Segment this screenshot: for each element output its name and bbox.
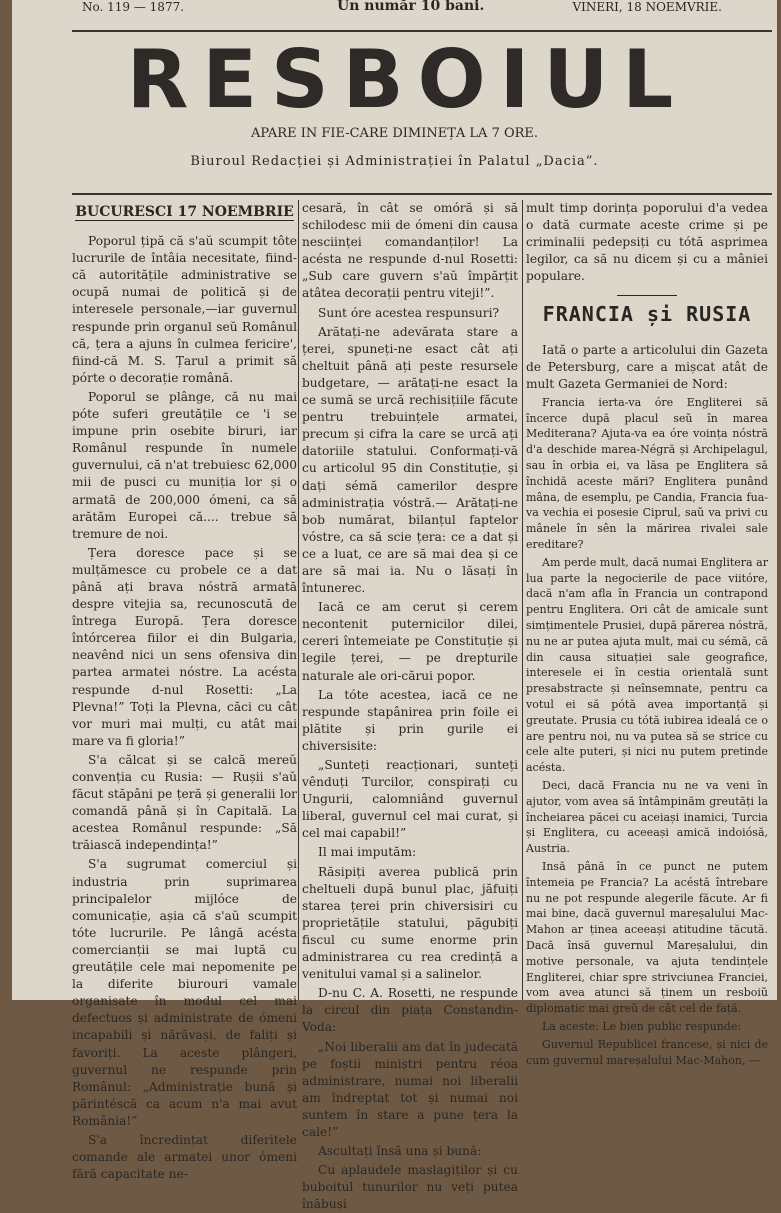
office-address: Biuroul Redacției și Administrației în Palatul „Dacia”.	[190, 154, 599, 169]
paragraph: Ascultați însă una și bună:	[318, 1144, 482, 1159]
paragraph: La aceste: Le bien public respunde:	[542, 1019, 742, 1033]
header-rule-bottom	[72, 193, 772, 195]
paragraph: Il mai imputăm:	[318, 845, 417, 860]
paragraph: Francia ierta-va óre Engliterei să încerce după placul seŭ în marea Mediterana? Ajuta-va ea óre voința nóstră d'a deschide marea-Négră și Archipelagul, sau în orbia ei, va lăsa pe Engliterа să închidă aceste mări? Engliterа punând mâna, de esemplu, pe Candia, Francia fua-va vechia ei posesie Ciprul, saŭ va privi cu mânele în sên la mărirea rivalei sale ereditare?	[526, 395, 768, 552]
header-top-line	[82, 0, 722, 16]
newspaper-page	[12, 0, 777, 1212]
column-2	[302, 200, 518, 1212]
paragraph: Iacă ce am cerut și cerem necontenit puternicilor dilei, cereri întemeiate pe Constituție și legile țerei, — pe drepturile naturale ale ori-cărui popor.	[302, 600, 518, 683]
issue-date: VINERI, 18 NOEMVRIE.	[572, 0, 722, 14]
issue-number: No. 119 — 1877.	[82, 0, 185, 14]
paragraph: Arătați-ne adevărata stare a țerei, spuneți-ne esact cât ați cheltuit până ați peste resursele budgetare, — arătați-ne esact la ce sumă se urcă rechisițiile făcute pentru trebuințele armatei, precum și cifra la care se urcă ați datoriile statului. Conformați-vă cu articolul 95 din Constituție, și dați sémă camerilor despre administrația vóstră.— Arătați-ne bob numărat, bilanțul faptelor vóstre, ca să scie țera: ce a dat și ce a luat, ce are să mai dea și ce are să mai ia. Nu o lăsați în întunerec.	[302, 324, 518, 596]
column-1-heading: BUCURESCI 17 NOEMBRIE	[75, 204, 294, 220]
paragraph: Guvernul Republicei francese, și nici de cum guvernul mareșalului Mac-Mahon, —	[526, 1037, 768, 1067]
paragraph: D-nu C. A. Rosetti, ne respunde la circul din piața Constandin-Voda:	[302, 986, 518, 1035]
paragraph: Poporul se plânge, că nu mai póte suferi greutățile ce 'i se impune prin osebite biruri, iar Românul respunde în numele guvernului, că n'at trebuiesc 62,000 mii de pusci cu muniția lor și o armată de 200,000 ómeni, ca să arătăm Europei că.... trebue să tremure de noi.	[72, 389, 297, 541]
section-divider	[617, 295, 677, 296]
paragraph: Țera doresce pace și se mulțămesce cu probele ce a dat până ați brava nóstră armată despre vitejia sa, recunoscută de întrega Europă. Țera doresce întórcerea fiilor ei din Bulgaria, neavênd nici un sens ofensiva din partea armatei nóstre. La acésta respunde d-nul Rosetti: „La Plevna!” Toți la Plevna, căci cu cât vor muri mai mulți, cu atât mai mare va fi gloria!”	[72, 545, 297, 748]
tagline: APARE IN FIE-CARE DIMINEȚA LA 7 ORE.	[250, 126, 539, 141]
price: Un număr 10 bani.	[337, 0, 485, 14]
column-3-heading: FRANCIA și RUSIA	[542, 302, 752, 327]
paragraph: Deci, dacă Francia nu ne va veni în ajutor, vom avea să întâmpinăm greutăți la încheiarea păcei cu aceiași inamici, Turcia și Engliterа, cu aceeași amică indoiósă, Austria.	[526, 778, 768, 856]
paragraph: Răsipiți averea publică prin cheltueli după bunul plac, jăfuiți starea țerei prin chiversisiri cu proprietățile statului, păgubiți fiscul cu sume enorme prin administrarea cu rea credință a venitului vamal și a salinelor.	[302, 864, 518, 982]
column-rule-2	[522, 200, 523, 1000]
column-1	[72, 200, 297, 1182]
paragraph: mult timp dorința poporului d'a vedea o dată curmate aceste crime și pe criminalii pedepsiți cu tótă asprimea legilor, ca să nu dicem și cu a mâniei populare.	[526, 201, 768, 284]
paragraph: Sunt óre acestea respunsuri?	[318, 305, 500, 320]
paragraph: Insă până în ce punct ne putem întemeia pe Francia? La acéstă întrebare nu ne pot respunde alegerile făcute. Ar fi mai bine, dacă guvernul mareșalului Mac-Mahon ar ținea aceeași atitudine tăcută. Dacă însă guvernul Mareșalului, din motive personale, va ajuta tendințele Engliterei, chiar spre strivciunea Franciei, vom avea atunci să ținem un resboiŭ diplomatic mai greŭ de cât cel de față.	[526, 859, 768, 1016]
paragraph: S'a sugrumat comerciul și industria prin suprimarea principalelor mijlóce de comunicație, așia că s'aŭ scumpit tóte lucrurile. Pe lângă acésta comercianții se mai luptă cu greutățile cele mai nepomenite pe la diferite biurouri vamale organisate în modul cel mai defectuos și administrate de ómeni incapabili și nărăvași, de faliți și favoriți. La aceste plângeri, guvernul ne respunde prin Românul: „Administrație bună și părintéscă ca acum n'a mai avut România!”	[72, 857, 297, 1128]
paragraph: cesară, în cât se omóră și să schilodesc mii de ómeni din causa nesciinței comandanților! La acésta ne respunde d-nul Rosetti: „Sub care guvern s'aŭ împărțit atâtea decorații pentru viteji!”.	[302, 201, 518, 301]
paragraph: „Noi liberalii am dat în judecată pe foștii miniștri pentru réoa administrare, numai noi liberalii am îndreptat tot și numai noi suntem în stare a pune țera la cale!”	[302, 1039, 518, 1139]
header-rule-top	[72, 30, 772, 32]
paragraph: S'a călcat și se calcă mereŭ convenția cu Rusia: — Rușii s'aŭ făcut stăpâni pe țeră și generalii lor comandă până și în Capitală. La acestea Românul respunde: „Să trăiască independința!”	[72, 752, 297, 853]
paragraph: Iată o parte a articolului din Gazeta de Petersburg, care a mișcat atât de mult Gazeta Germaniei de Nord:	[526, 342, 768, 391]
paragraph: Am perde mult, dacă numai Engliterа ar lua parte la negocierile de pace viitóre, dacă n'am afla în Francia un contrapond pentru Engliterа. Ori cât de amicale sunt simțimentele Prusiei, după părerea nóstră, nu ne ar putea ajuta mult, mai cu sémă, că din causa situației sale geografice, interesele ei în cestia orientală sunt presabstracte și neînsemnate, pentru ca votul ei să pótă avea importanță și greutate. Prusia cu tótă iubirea idealá ce o are pentru noi, nu va putea să se strice cu cele alte puteri, și nici nu putem pretinde acésta.	[526, 555, 768, 775]
paragraph: La tóte acestea, iacă ce ne respunde stapânirea prin foile ei plătite și prin gurile ei chiversisite:	[302, 687, 518, 753]
paragraph: S'a încredințat diferitele comande ale armatei unor ómeni fără capacitate ne-	[72, 1132, 297, 1182]
masthead-title: RESBOIUL	[126, 33, 688, 126]
column-rule-1	[298, 200, 299, 1000]
paragraph: Poporul țipă că s'aŭ scumpit tôte lucrurile de întâia necesitate, fiind-că autoritățile administrative se ocupă numai de politică și de interesele personale,—iar guvernul respunde prin organul seŭ Românul că, țera a ajuns în culmea fericire', fiind-că M. S. Țarul a primit să pórte o decorație română.	[72, 234, 297, 385]
paragraph: „Sunteți reacționari, sunteți vênduți Turcilor, conspirați cu Ungurii, calomniând guvernul liberal, guvernul cel mai curat, și cel mai capabil!”	[302, 758, 518, 841]
paragraph: Cu aplaudele maslagiților și cu buboitul tunurilor nu veți putea înăbuși	[302, 1163, 518, 1212]
column-3	[526, 200, 768, 1067]
